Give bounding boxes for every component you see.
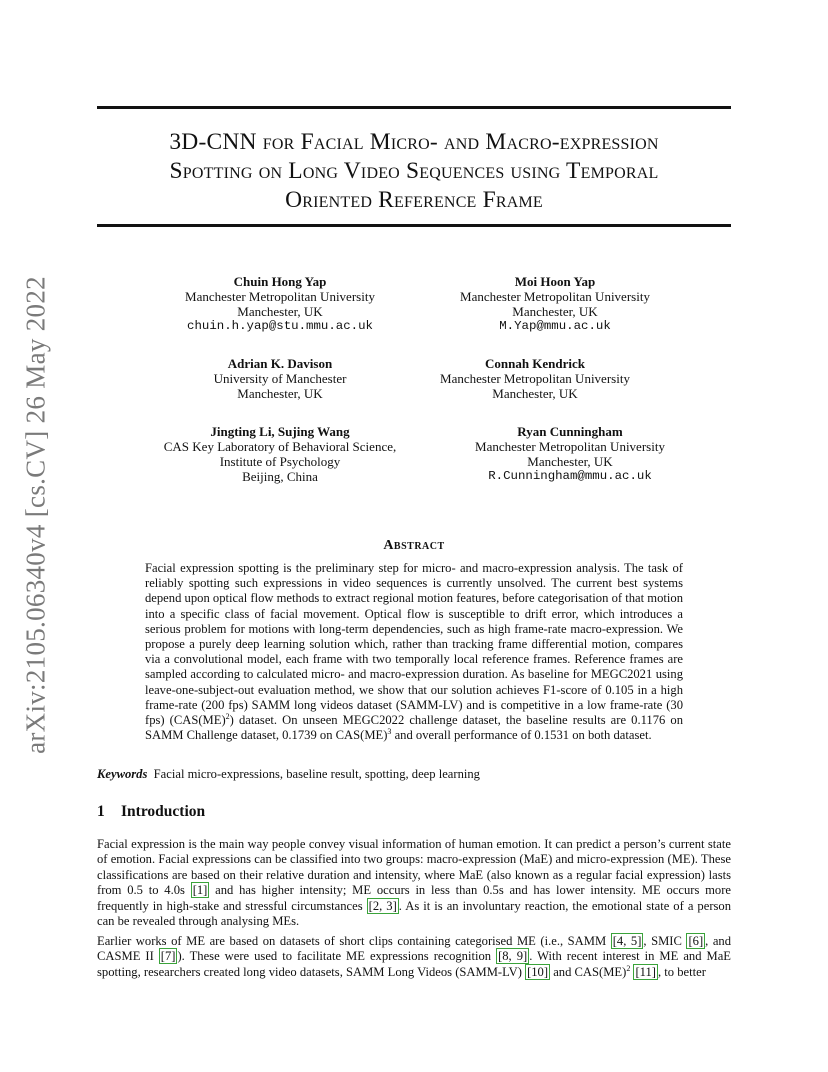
- title-line-3: Oriented Reference Frame: [285, 187, 543, 213]
- author-affiliation: University of Manchester: [213, 371, 347, 386]
- title-rule-bottom: [97, 224, 731, 227]
- section-heading: [97, 803, 205, 821]
- section-title: Introduction: [121, 803, 206, 820]
- author-email[interactable]: R.Cunningham@mmu.ac.uk: [488, 469, 652, 483]
- author-name: Ryan Cunningham: [517, 424, 623, 439]
- author-affiliation: Manchester Metropolitan University: [440, 371, 630, 386]
- paragraph-text: Facial expression is the main way people convey visual information of human emotion. It can predict a person’s current state of emotion. Facial expressions can be classified into two groups: macro-expression (MaE) and micro-expression (ME). These classifications are based on their relative duration and intensity, where MaE (also known as a regular facial expression) lasts from 0.5 to 4.0s: [97, 837, 731, 898]
- paragraph-text: ). These were used to facilitate ME expressions recognition: [177, 949, 497, 964]
- citation-link[interactable]: [6]: [688, 934, 704, 948]
- abstract-text: ) dataset. On unseen MEGC2022 challenge dataset, the baseline results are 0.1176 on SAMM Challenge dataset, 0.1739 on CAS(ME): [145, 713, 683, 743]
- citation-link[interactable]: [2, 3]: [368, 898, 397, 913]
- abstract-superscript: 2: [225, 711, 230, 721]
- title-rule-top: [97, 106, 731, 109]
- author-affiliation: Manchester Metropolitan University: [460, 289, 650, 304]
- title-line-1: 3D-CNN for Facial Micro- and Macro-expression: [169, 129, 659, 155]
- author-name: Connah Kendrick: [484, 356, 586, 371]
- author-affiliation: CAS Key Laboratory of Behavioral Science,: [163, 439, 397, 454]
- citation-link[interactable]: [7]: [160, 949, 176, 964]
- keywords-label: Keywords: [97, 767, 148, 781]
- paragraph-text: , to better: [657, 964, 706, 979]
- author-email[interactable]: M.Yap@mmu.ac.uk: [499, 319, 611, 333]
- paragraph-superscript: 2: [626, 963, 631, 973]
- intro-paragraph-2: [97, 934, 731, 980]
- author-location: Manchester, UK: [512, 304, 598, 319]
- author-name: Jingting Li, Sujing Wang: [210, 424, 350, 439]
- title-line-2: Spotting on Long Video Sequences using Temporal: [169, 158, 659, 184]
- citation-link[interactable]: [8, 9]: [498, 949, 528, 964]
- author-block: [405, 274, 705, 334]
- author-name: Moi Hoon Yap: [514, 274, 596, 289]
- author-location: Manchester, UK: [237, 304, 323, 319]
- author-block: [385, 356, 685, 401]
- paper-title: [97, 128, 731, 215]
- abstract-body: [145, 561, 683, 743]
- citation-link[interactable]: [4, 5]: [612, 934, 642, 948]
- author-affiliation: Manchester Metropolitan University: [185, 289, 375, 304]
- citation-link[interactable]: [1]: [192, 883, 208, 898]
- author-name: Adrian K. Davison: [227, 356, 333, 371]
- author-block: [420, 424, 720, 484]
- citation-link[interactable]: [10]: [527, 964, 549, 979]
- paragraph-text: , and CASME II: [97, 934, 732, 964]
- citation-link[interactable]: [11]: [635, 964, 656, 979]
- author-affiliation-2: Institute of Psychology: [219, 454, 341, 469]
- abstract-superscript: 3: [387, 727, 392, 737]
- paragraph-text: and has higher intensity; ME occurs in less than 0.5s and has lower intensity. ME occurs more frequently in high-stake and stressful circumstances: [97, 883, 731, 913]
- author-name: Chuin Hong Yap: [233, 274, 327, 289]
- keywords-line: [97, 767, 731, 782]
- author-location: Manchester, UK: [237, 386, 323, 401]
- arxiv-id: arXiv:2105.06340v4 [cs.CV] 26 May 2022: [20, 276, 51, 754]
- section-number: 1: [97, 803, 105, 820]
- author-location: Manchester, UK: [492, 386, 578, 401]
- paragraph-text: . With recent interest in ME and MaE spotting, researchers created long video datasets, SAMM Long Videos (SAMM-LV): [97, 949, 731, 979]
- paragraph-text: , SMIC: [643, 934, 687, 948]
- abstract-heading: Abstract: [383, 538, 445, 553]
- paragraph-text: . As it is an involuntary reaction, the emotional state of a person can be revealed through analysing MEs.: [97, 898, 732, 929]
- author-affiliation: Manchester Metropolitan University: [475, 439, 665, 454]
- author-block: [130, 274, 430, 334]
- author-email[interactable]: chuin.h.yap@stu.mmu.ac.uk: [187, 319, 373, 333]
- author-location: Manchester, UK: [527, 454, 613, 469]
- paragraph-text: and CAS(ME): [550, 964, 627, 979]
- keywords-text: Facial micro-expressions, baseline result, spotting, deep learning: [153, 767, 480, 781]
- author-location: Beijing, China: [242, 469, 318, 484]
- intro-paragraph-1: [97, 837, 731, 929]
- abstract-text: and overall performance of 0.1531 on both dataset.: [391, 728, 652, 743]
- author-block: [130, 424, 430, 484]
- paragraph-text: Earlier works of ME are based on datasets of short clips containing categorised ME (i.e., SAMM: [97, 934, 611, 948]
- abstract-text: Facial expression spotting is the preliminary step for micro- and macro-expression analysis. The task of reliably spotting such expressions in video sequences is currently unsolved. The current best systems depend upon optical flow methods to extract regional motion features, before categorisation of that motion into a specific class of facial movement. Optical flow is susceptible to drift error, which introduces a serious problem for motions with long-term dependencies, such as high frame-rate macro-expression. We propose a purely deep learning solution which, rather than tracking frame differential motion, compares via a convolutional model, each frame with two temporally local reference frames. Reference frames are sampled according to calculated micro- and macro-expression duration. As baseline for MEGC2021 using leave-one-subject-out evaluation method, we show that our solution achieves F1-score of 0.105 in a high frame-rate (200 fps) SAMM long videos dataset (SAMM-LV) and is competitive in a low frame-rate (30 fps) (CAS(ME): [145, 561, 683, 728]
